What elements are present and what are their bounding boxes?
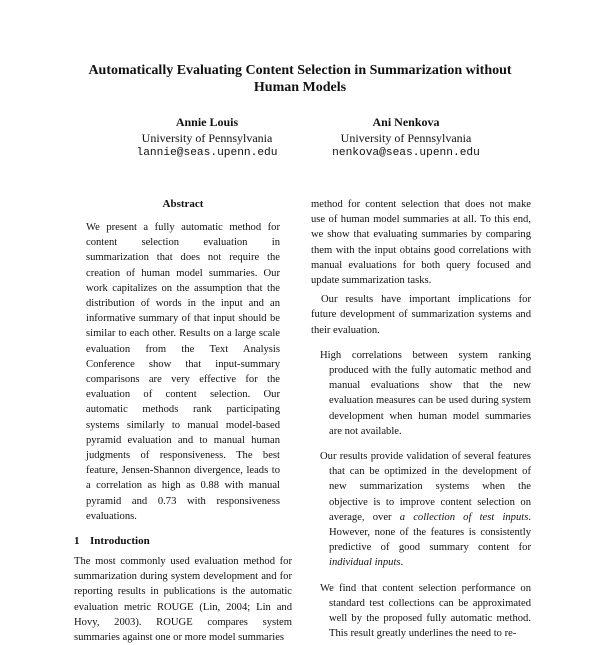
author-email: lannie@seas.upenn.edu xyxy=(136,147,278,159)
bullet-item-2: Our results provide validation of several features that can be optimized in the development of new summarization systems when the objective is to improve content selection on average, over a collection of test inputs. However, none of the features is consistently predictive of good summary content for individual inputs. xyxy=(320,451,532,569)
section-number: 1 xyxy=(74,535,80,548)
title-line-2: Human Models xyxy=(253,80,347,95)
section-title: Introduction xyxy=(90,535,150,548)
intro-paragraph: The most commonly used evaluation method for summarization during system development and for reporting results in publications is the automatic evaluation metric ROUGE (Lin, 2004; Lin and Hovy, 2003). ROUGE compares system summaries against one or more model summaries xyxy=(74,556,292,644)
right-paragraph-1: method for content selection that does not make use of human model summaries at all. To this end, we show that evaluating summaries by comparing them with the input obtains good correlations with manual evaluations for both query focused and update summarization tasks. xyxy=(311,199,531,287)
right-column xyxy=(311,197,531,641)
author-affiliation: University of Pennsylvania xyxy=(141,130,273,145)
title-line-1: Automatically Evaluating Content Selection in Summarization without xyxy=(88,63,512,78)
author-block-1 xyxy=(117,115,297,162)
bullet-item-3: We find that content selection performance on standard test collections can be approximated well by the proposed fully automatic method. This result greatly underlines the need to re- xyxy=(320,582,531,640)
author-name: Annie Louis xyxy=(175,115,239,129)
author-affiliation: University of Pennsylvania xyxy=(340,130,472,145)
author-email: nenkova@seas.upenn.edu xyxy=(332,147,480,159)
section-heading-introduction xyxy=(74,534,292,549)
bullet-item-1: High correlations between system ranking produced with the fully automatic method and manual evaluations show that the new evaluation measures can be used during system development when human model summaries are not available. xyxy=(320,349,531,437)
right-paragraph-2: Our results have important implications for future development of summarization systems and their evaluation. xyxy=(311,294,531,336)
paper-title xyxy=(60,62,540,96)
abstract-text: We present a fully automatic method for content selection evaluation in summarization that does not require the creation of human model summaries. Our work capitalizes on the assumption that the distribution of words in the input and an informative summary of that input should be similar to each other. Results on a large scale evaluation from the Text Analysis Conference show that input-summary comparisons are very effective for the evaluation of content selection. Our automatic methods rank participating systems similarly to manual model-based pyramid evaluation and to manual human judgments of responsiveness. The best feature, Jensen-Shannon divergence, leads to a correlation as high as 0.88 with manual pyramid and 0.73 with responsiveness evaluations. xyxy=(86,222,280,522)
author-block-2 xyxy=(316,115,496,162)
italic-phrase: individual inputs xyxy=(329,557,401,569)
left-column xyxy=(74,197,292,645)
author-name: Ani Nenkova xyxy=(372,115,440,129)
italic-phrase: a collection of test inputs xyxy=(399,511,529,523)
abstract-heading: Abstract xyxy=(162,198,204,210)
